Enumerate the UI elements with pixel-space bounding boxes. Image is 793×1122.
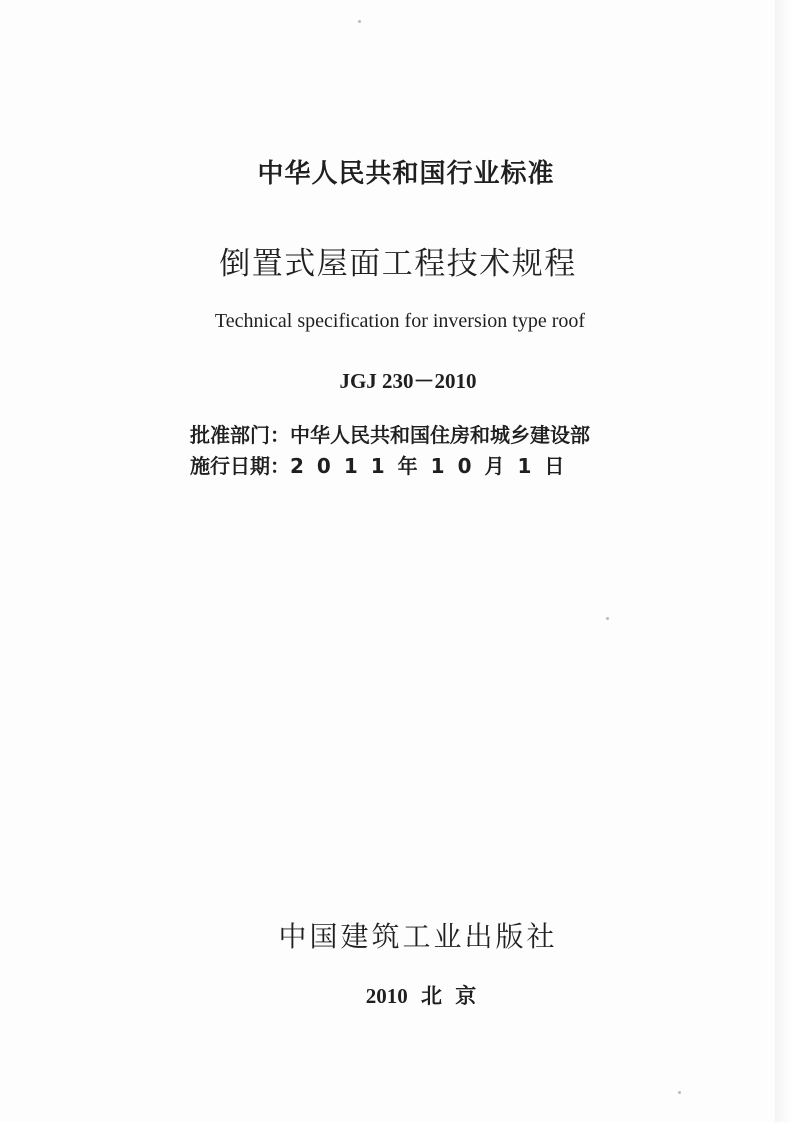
title-chinese: 倒置式屋面工程技术规程 — [219, 246, 577, 282]
publisher-name: 中国建筑工业出版社 — [278, 920, 558, 953]
effective-date — [190, 450, 577, 479]
approval-label: 批准部门： — [190, 423, 290, 447]
page-edge — [775, 0, 793, 1122]
scan-speck — [606, 617, 609, 620]
approval-department — [190, 419, 590, 448]
publication-year-place: 2010 北 京 — [365, 984, 477, 1008]
effective-value: 2011年10月1日 — [290, 454, 578, 478]
scan-speck — [358, 20, 361, 23]
approval-value: 中华人民共和国住房和城乡建设部 — [290, 423, 590, 447]
scan-speck — [678, 1091, 681, 1094]
effective-label: 施行日期： — [190, 454, 290, 478]
standard-code: JGJ 230－2010 — [339, 369, 477, 393]
title-english: Technical specification for inversion type roof — [214, 310, 586, 332]
standard-type-heading: 中华人民共和国行业标准 — [257, 159, 555, 189]
